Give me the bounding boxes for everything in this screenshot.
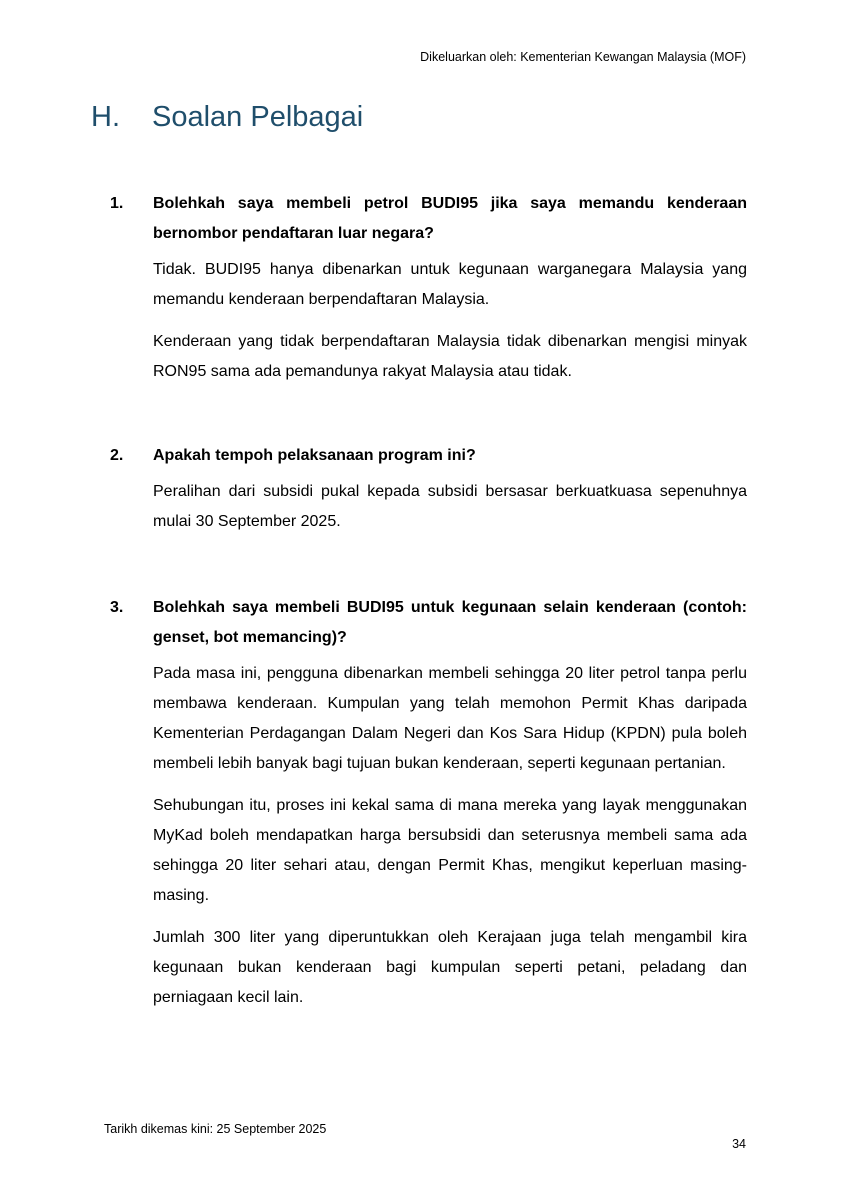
page-number: 34 [732, 1137, 746, 1151]
faq-item-3 [110, 593, 747, 1013]
section-title-text: Soalan Pelbagai [152, 101, 364, 133]
answer-paragraph: Tidak. BUDI95 hanya dibenarkan untuk kegunaan warganegara Malaysia yang memandu kenderaan berpendaftaran Malaysia. [153, 261, 747, 308]
answer-paragraph: Sehubungan itu, proses ini kekal sama di mana mereka yang layak menggunakan MyKad boleh mendapatkan harga bersubsidi dan seterusnya membeli sama ada sehingga 20 liter sehari atau, dengan Permit Khas, mengikut keperluan masing-masing. [153, 797, 747, 904]
answer-paragraph: Peralihan dari subsidi pukal kepada subsidi bersasar berkuatkuasa sepenuhnya mulai 30 September 2025. [153, 483, 747, 530]
question-1 [110, 189, 747, 249]
question-text: Apakah tempoh pelaksanaan program ini? [153, 447, 476, 464]
question-2 [110, 441, 747, 471]
question-number: 1. [110, 195, 124, 212]
faq-item-1 [110, 189, 747, 387]
section-title [91, 101, 363, 134]
question-number: 2. [110, 447, 124, 464]
answer-paragraph: Pada masa ini, pengguna dibenarkan membeli sehingga 20 liter petrol tanpa perlu membawa kenderaan. Kumpulan yang telah memohon Permit Khas daripada Kementerian Perdagangan Dalam Negeri dan Kos Sara Hidup (KPDN) pula boleh membeli lebih banyak bagi tujuan bukan kenderaan, seperti kegunaan pertanian. [153, 665, 747, 772]
question-3 [110, 593, 747, 653]
question-text: Bolehkah saya membeli BUDI95 untuk kegunaan selain kenderaan (contoh: genset, bot memancing)? [153, 599, 747, 646]
question-text: Bolehkah saya membeli petrol BUDI95 jika saya memandu kenderaan bernombor pendaftaran luar negara? [153, 195, 747, 242]
answer-paragraph: Jumlah 300 liter yang diperuntukkan oleh Kerajaan juga telah mengambil kira kegunaan bukan kenderaan bagi kumpulan seperti petani, peladang dan perniagaan kecil lain. [153, 929, 747, 1006]
footer-updated-date: Tarikh dikemas kini: 25 September 2025 [104, 1122, 327, 1136]
faq-item-2 [110, 441, 747, 537]
answer-paragraph: Kenderaan yang tidak berpendaftaran Malaysia tidak dibenarkan mengisi minyak RON95 sama ada pemandunya rakyat Malaysia atau tidak. [153, 333, 747, 380]
header-issued-by: Dikeluarkan oleh: Kementerian Kewangan Malaysia (MOF) [420, 50, 746, 64]
section-letter: H. [91, 101, 120, 133]
question-number: 3. [110, 599, 124, 616]
